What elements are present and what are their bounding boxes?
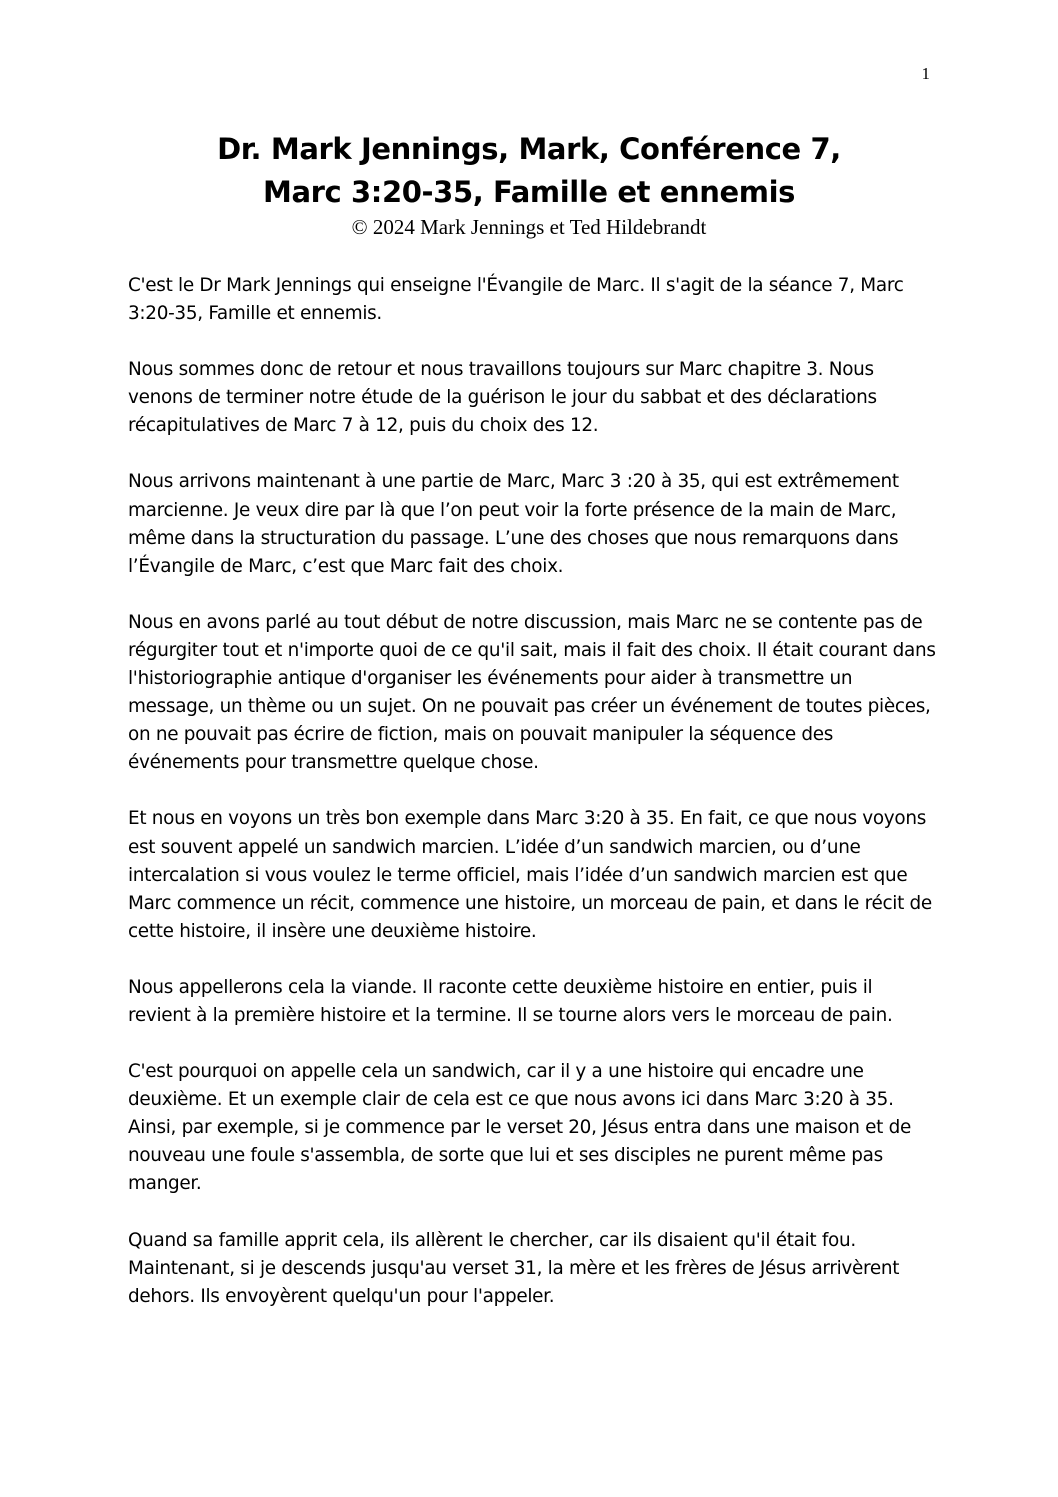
document-body	[128, 272, 936, 1339]
paragraph-1: C'est le Dr Mark Jennings qui enseigne l'Évangile de Marc. Il s'agit de la séance 7, Marc 3:20-35, Famille et ennemis.	[128, 275, 904, 325]
paragraph-2: Nous sommes donc de retour et nous travaillons toujours sur Marc chapitre 3. Nous venons de terminer notre étude de la guérison le jour du sabbat et des déclarations récapitulatives de Marc 7 à 12, puis du choix des 12.	[128, 359, 877, 437]
title-line-2: Marc 3:20-35, Famille et ennemis	[262, 175, 795, 209]
paragraph-4: Nous en avons parlé au tout début de notre discussion, mais Marc ne se contente pas de régurgiter tout et n'importe quoi de ce qu'il sait, mais il fait des choix. Il était courant dans l'historiographie antique d'organiser les événements pour aider à transmettre un message, un thème ou un sujet. On ne pouvait pas créer un événement de toutes pièces, on ne pouvait pas écrire de fiction, mais on pouvait manipuler la séquence des événements pour transmettre quelque chose.	[128, 611, 936, 774]
document-header	[0, 128, 1058, 240]
paragraph-5: Et nous en voyons un très bon exemple dans Marc 3:20 à 35. En fait, ce que nous voyons est souvent appelé un sandwich marcien. L’idée d’un sandwich marcien, ou d’une intercalation si vous voulez le terme officiel, mais l’idée d’un sandwich marcien est que Marc commence un récit, commence une histoire, un morceau de pain, et dans le récit de cette histoire, il insère une deuxième histoire.	[128, 808, 932, 942]
paragraph-7: C'est pourquoi on appelle cela un sandwich, car il y a une histoire qui encadre une deuxième. Et un exemple clair de cela est ce que nous avons ici dans Marc 3:20 à 35. Ainsi, par exemple, si je commence par le verset 20, Jésus entra dans une maison et de nouveau une foule s'assembla, de sorte que lui et ses disciples ne purent même pas manger.	[128, 1061, 912, 1195]
paragraph-6: Nous appellerons cela la viande. Il raconte cette deuxième histoire en entier, puis il revient à la première histoire et la termine. Il se tourne alors vers le morceau de pain.	[128, 976, 893, 1026]
copyright-notice: © 2024 Mark Jennings et Ted Hildebrandt	[351, 215, 707, 239]
paragraph-3: Nous arrivons maintenant à une partie de Marc, Marc 3 :20 à 35, qui est extrêmement marcienne. Je veux dire par là que l’on peut voir la forte présence de la main de Marc, même dans la structuration du passage. L’une des choses que nous remarquons dans l’Évangile de Marc, c’est que Marc fait des choix.	[128, 471, 899, 577]
title-line-1: Dr. Mark Jennings, Mark, Conférence 7,	[217, 132, 841, 166]
paragraph-8: Quand sa famille apprit cela, ils allèrent le chercher, car ils disaient qu'il était fou. Maintenant, si je descends jusqu'au verset 31, la mère et les frères de Jésus arrivèrent dehors. Ils envoyèrent quelqu'un pour l'appeler.	[128, 1229, 900, 1307]
page-number: 1	[921, 64, 930, 83]
